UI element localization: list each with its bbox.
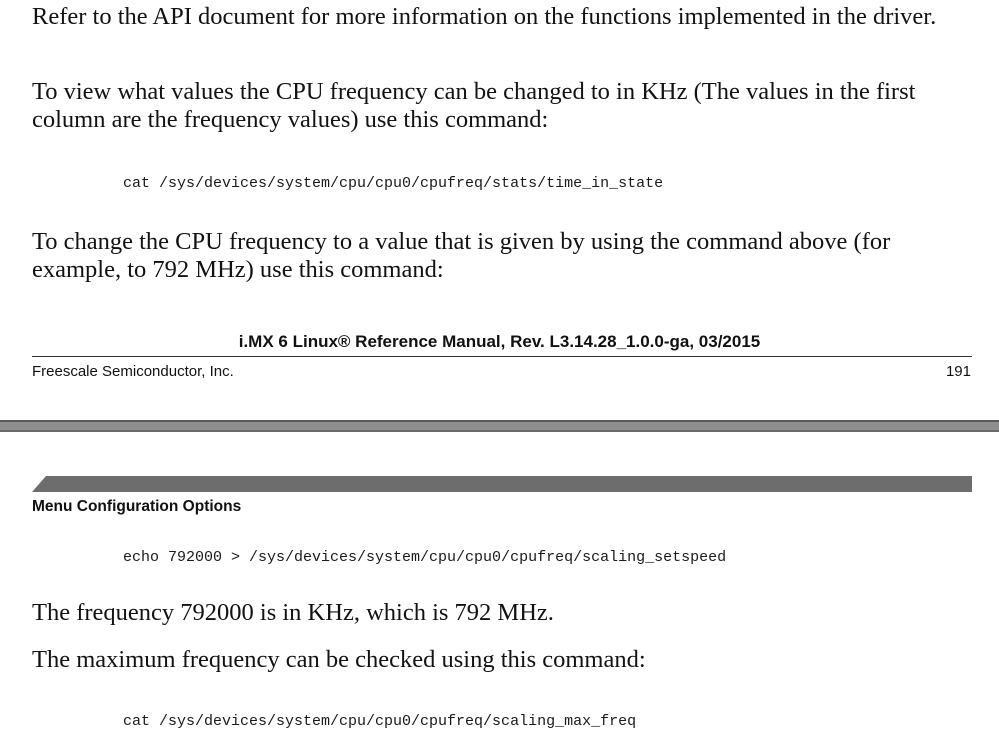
code-time-in-state: cat /sys/devices/system/cpu/cpu0/cpufreq/stats/time_in_state xyxy=(123,175,664,192)
paragraph-maximum-frequency: The maximum frequency can be checked using this command: xyxy=(32,646,646,673)
section-header-band xyxy=(32,476,972,492)
paragraph-frequency-khz: The frequency 792000 is in KHz, which is 792 MHz. xyxy=(32,599,554,626)
page-separator xyxy=(0,420,999,432)
footer-company: Freescale Semiconductor, Inc. xyxy=(32,363,234,380)
paragraph-change-frequency: To change the CPU frequency to a value that is given by using the command above (for example, to 792 MHz) use this command: xyxy=(32,228,891,283)
paragraph-api-reference: Refer to the API document for more information on the functions implemented in the driver. xyxy=(32,3,937,30)
paragraph-view-frequencies: To view what values the CPU frequency can be changed to in KHz (The values in the first column are the frequency values) use this command: xyxy=(32,78,916,133)
footer-manual-title: i.MX 6 Linux® Reference Manual, Rev. L3.14.28_1.0.0-ga, 03/2015 xyxy=(238,332,761,351)
code-scaling-setspeed: echo 792000 > /sys/devices/system/cpu/cpu0/cpufreq/scaling_setspeed xyxy=(123,549,727,566)
footer-divider xyxy=(32,356,972,357)
page-192 xyxy=(0,432,999,745)
section-header: Menu Configuration Options xyxy=(32,498,242,515)
code-scaling-max-freq: cat /sys/devices/system/cpu/cpu0/cpufreq/scaling_max_freq xyxy=(123,713,637,730)
footer-page-number: 191 xyxy=(945,363,971,380)
